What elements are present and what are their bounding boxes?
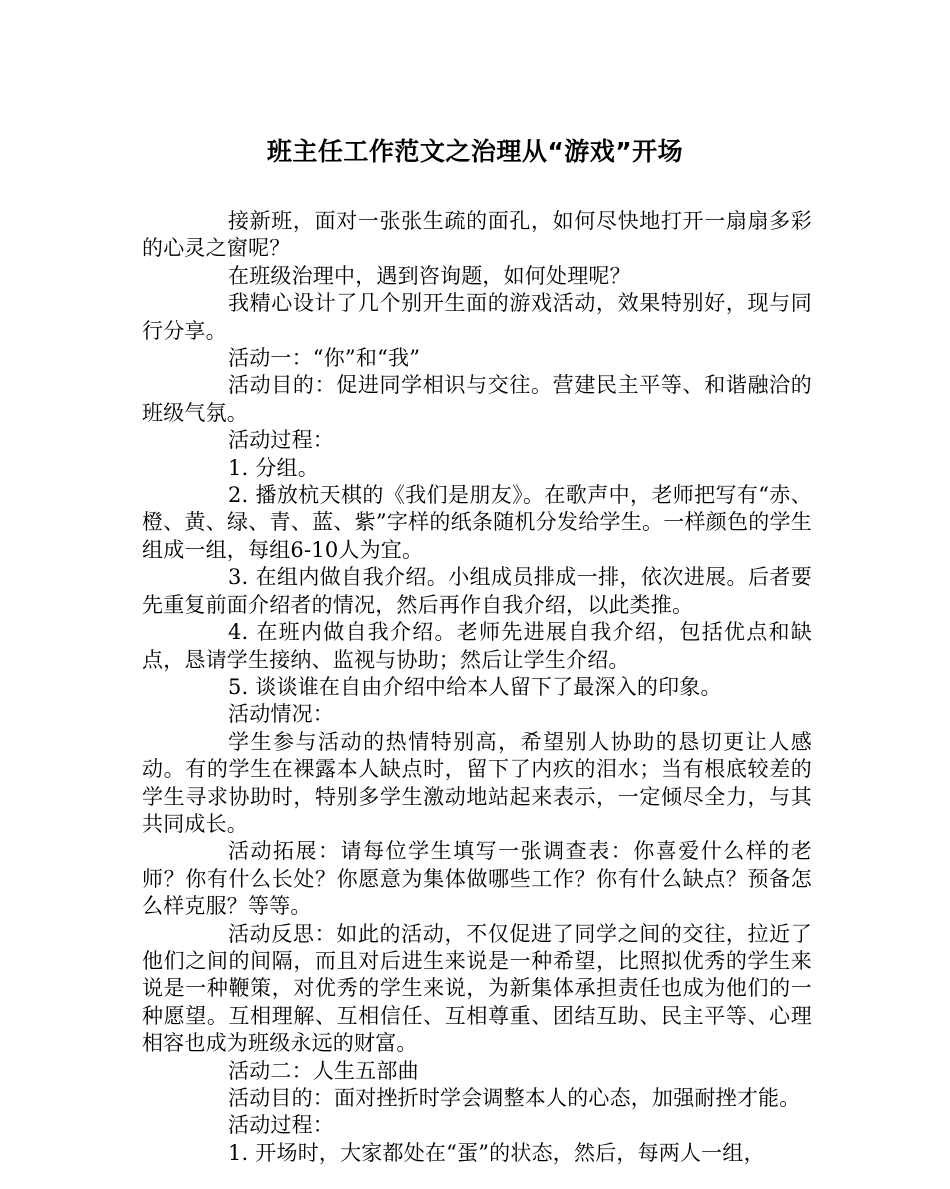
paragraph: 我精心设计了几个别开生面的游戏活动，效果特别好，现与同行分享。 (142, 291, 812, 343)
list-item: 1. 开场时，大家都处在“蛋”的状态，然后，每两人一组， (228, 1140, 765, 1165)
paragraph: 接新班，面对一张张生疏的面孔，如何尽快地打开一扇扇多彩的心灵之窗呢？ (142, 209, 812, 261)
list-item: 4. 在班内做自我介绍。老师先进展自我介绍，包括优点和缺点，恳请学生接纳、监视与协助；然后让学生介绍。 (142, 620, 812, 672)
paragraph: 活动过程： (228, 428, 334, 453)
list-item: 3. 在组内做自我介绍。小组成员排成一排，依次进展。后者要先重复前面介绍者的情况，然后再作自我介绍，以此类推。 (142, 565, 812, 617)
paragraph: 活动情况： (228, 702, 334, 727)
paragraph: 在班级治理中，遇到咨询题，如何处理呢？ (228, 263, 631, 288)
paragraph: 活动过程： (228, 1113, 334, 1138)
paragraph: 活动目的：面对挫折时学会调整本人的心态，加强耐挫才能。 (228, 1086, 801, 1110)
paragraph: 活动目的：促进同学相识与交往。营建民主平等、和谐融洽的班级气氛。 (142, 373, 812, 425)
document-title: 班主任工作范文之治理从“游戏”开场 (266, 137, 684, 166)
paragraph: 活动拓展：请每位学生填写一张调查表：你喜爱什么样的老师？你有什么长处？你愿意为集体做哪些工作？你有什么缺点？预备怎么样克服？等等。 (142, 839, 812, 919)
document-body (142, 208, 812, 1167)
paragraph: 活动反思：如此的活动，不仅促进了同学之间的交往，拉近了他们之间的间隔，而且对后进生来说是一种希望，比照拟优秀的学生来说是一种鞭策，对优秀的学生来说，为新集体承担责任也成为他们的一种愿望。互相理解、互相信任、互相尊重、团结互助、民主平等、心理相容也成为班级永远的财富。 (142, 921, 812, 1056)
section-heading-activity-1: 活动一：“你”和“我” (228, 346, 421, 371)
paragraph: 学生参与活动的热情特别高，希望别人协助的恳切更让人感动。有的学生在裸露本人缺点时，留下了内疚的泪水；当有根底较差的学生寻求协助时，特别多学生激动地站起来表示，一定倾尽全力，与其共同成长。 (142, 729, 812, 836)
list-item: 5. 谈谈谁在自由介绍中给本人留下了最深入的印象。 (228, 674, 722, 699)
list-item: 2. 播放杭天棋的《我们是朋友》。在歌声中，老师把写有“赤、橙、黄、绿、青、蓝、紫”字样的纸条随机分发给学生。一样颜色的学生组成一组，每组6-10人为宜。 (142, 483, 812, 562)
section-heading-activity-2: 活动二：人生五部曲 (228, 1058, 419, 1083)
list-item: 1. 分组。 (228, 455, 319, 480)
